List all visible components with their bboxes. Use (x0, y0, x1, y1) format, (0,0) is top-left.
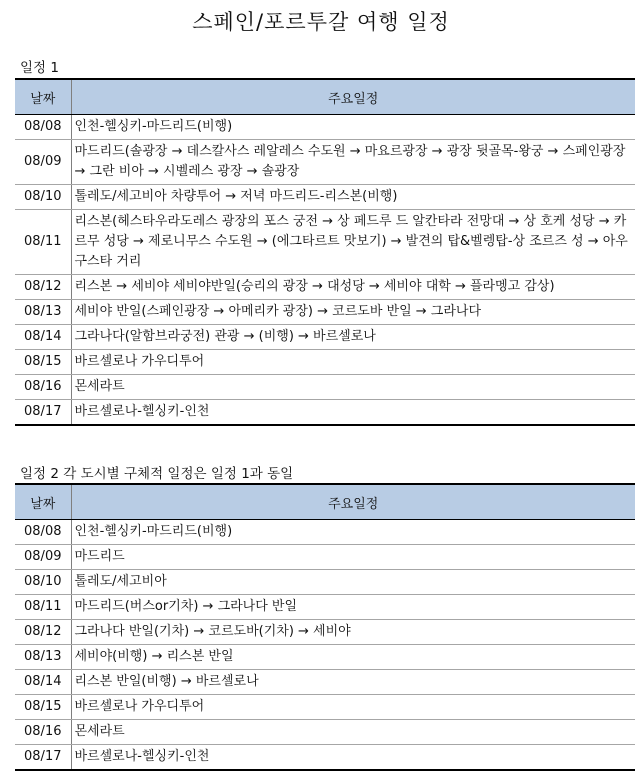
row-plan: 몬세라트 (71, 720, 635, 745)
row-plan: 바르셀로나 가우디투어 (71, 350, 635, 375)
row-date: 08/14 (15, 670, 71, 695)
header-date: 날짜 (15, 484, 71, 520)
table-row (15, 350, 635, 375)
table-row (15, 300, 635, 325)
row-date: 08/16 (15, 720, 71, 745)
table-row (15, 670, 635, 695)
table-header-row (15, 484, 635, 520)
row-date: 08/15 (15, 695, 71, 720)
table-row (15, 695, 635, 720)
row-date: 08/11 (15, 595, 71, 620)
table-row (15, 520, 635, 545)
table-row (15, 645, 635, 670)
table-row (15, 375, 635, 400)
table-row (15, 545, 635, 570)
row-date: 08/15 (15, 350, 71, 375)
table-row (15, 720, 635, 745)
row-plan: 마드리드(솔광장 → 데스칼사스 레알레스 수도원 → 마요르광장 → 광장 뒷골목-왕궁 → 스페인광장 → 그란 비아 → 시벨레스 광장 → 솔광장 (71, 140, 635, 185)
table-row (15, 140, 635, 185)
row-plan: 세비야 반일(스페인광장 → 아메리카 광장) → 코르도바 반일 → 그라나다 (71, 300, 635, 325)
row-plan: 리스본 → 세비야 세비야반일(승리의 광장 → 대성당 → 세비야 대학 → 플라멩고 감상) (71, 275, 635, 300)
row-plan: 바르셀로나-헬싱키-인천 (71, 400, 635, 426)
row-date: 08/11 (15, 210, 71, 275)
row-plan: 그라나다 반일(기차) → 코르도바(기차) → 세비야 (71, 620, 635, 645)
row-date: 08/08 (15, 520, 71, 545)
header-date: 날짜 (15, 79, 71, 115)
row-plan: 리스본 반일(비행) → 바르셀로나 (71, 670, 635, 695)
row-date: 08/10 (15, 570, 71, 595)
table-row (15, 115, 635, 140)
table-row (15, 185, 635, 210)
itinerary1-table (15, 78, 635, 426)
row-date: 08/17 (15, 745, 71, 771)
row-plan: 톨레도/세고비아 (71, 570, 635, 595)
row-plan: 바르셀로나 가우디투어 (71, 695, 635, 720)
table-row (15, 745, 635, 771)
table-row (15, 570, 635, 595)
row-date: 08/13 (15, 300, 71, 325)
table-row (15, 275, 635, 300)
row-plan: 세비야(비행) → 리스본 반일 (71, 645, 635, 670)
itinerary2-label: 일정 2 각 도시별 구체적 일정은 일정 1과 동일 (20, 466, 294, 482)
table-row (15, 325, 635, 350)
table-header-row (15, 79, 635, 115)
header-plan: 주요일정 (71, 79, 635, 115)
table-row (15, 400, 635, 426)
itinerary2-table (15, 483, 635, 771)
row-date: 08/12 (15, 275, 71, 300)
row-plan: 인천-헬싱키-마드리드(비행) (71, 520, 635, 545)
row-plan: 바르셀로나-헬싱키-인천 (71, 745, 635, 771)
row-date: 08/12 (15, 620, 71, 645)
row-plan: 마드리드(버스or기차) → 그라나다 반일 (71, 595, 635, 620)
table-row (15, 595, 635, 620)
row-plan: 톨레도/세고비아 차량투어 → 저녁 마드리드-리스본(비행) (71, 185, 635, 210)
row-plan: 마드리드 (71, 545, 635, 570)
row-date: 08/08 (15, 115, 71, 140)
document-title: 스페인/포르투갈 여행 일정 (192, 10, 450, 34)
table-row (15, 210, 635, 275)
row-date: 08/14 (15, 325, 71, 350)
table-row (15, 620, 635, 645)
row-plan: 몬세라트 (71, 375, 635, 400)
row-plan: 리스본(헤스타우라도레스 광장의 포스 궁전 → 상 페드루 드 알칸타라 전망대 → 상 호케 성당 → 카르무 성당 → 제로니무스 수도원 → (에그타르트 맛보기) → 발견의 탑&벨렝탑-상 조르즈 성 → 아우구스타 거리 (71, 210, 635, 275)
row-date: 08/09 (15, 140, 71, 185)
header-plan: 주요일정 (71, 484, 635, 520)
row-date: 08/13 (15, 645, 71, 670)
row-date: 08/09 (15, 545, 71, 570)
row-date: 08/10 (15, 185, 71, 210)
itinerary1-label: 일정 1 (20, 60, 59, 76)
row-plan: 그라나다(알함브라궁전) 관광 → (비행) → 바르셀로나 (71, 325, 635, 350)
row-date: 08/17 (15, 400, 71, 426)
row-date: 08/16 (15, 375, 71, 400)
row-plan: 인천-헬싱키-마드리드(비행) (71, 115, 635, 140)
